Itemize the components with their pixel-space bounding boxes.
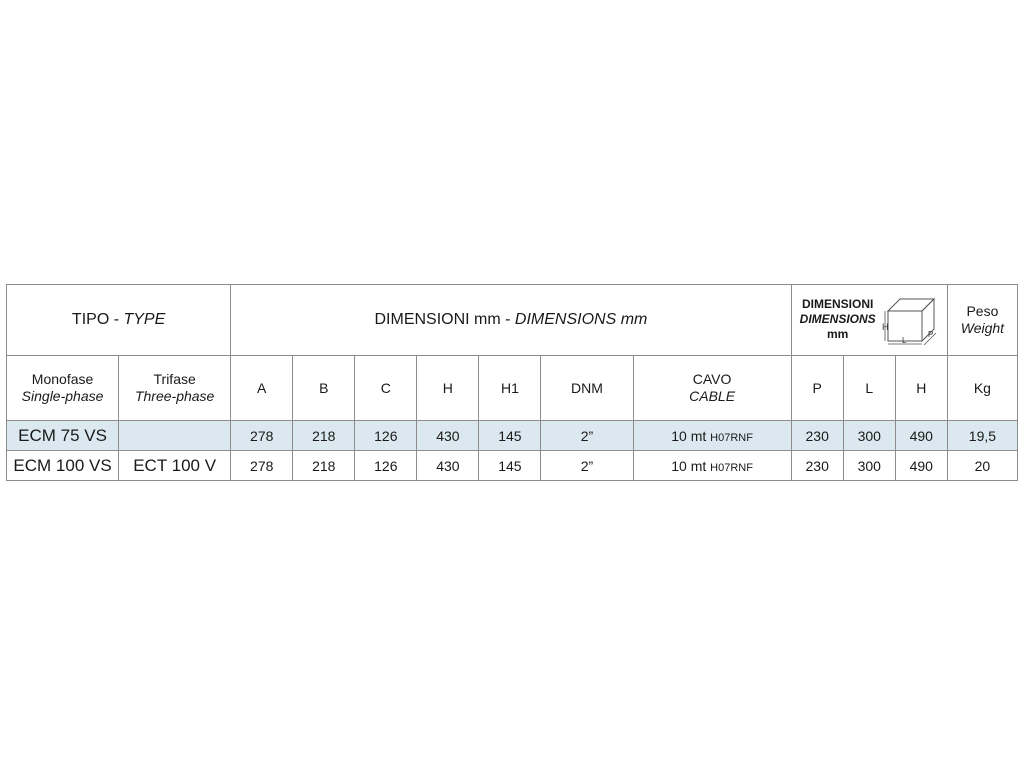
type-label: TYPE [123,311,166,328]
a-cell: 278 [231,451,293,481]
h1-cell: 145 [479,451,541,481]
b-cell: 218 [293,451,355,481]
c-cell: 126 [355,421,417,451]
col-kg-header: Kg [947,356,1017,421]
cable-cell [633,421,791,451]
dimensions-table [6,284,1018,481]
table-row [7,451,1018,481]
tipo-label: TIPO - [71,311,124,328]
mono-model-cell: ECM 100 VS [7,451,119,481]
trifase-header [119,356,231,421]
box-dim-line2: DIMENSIONS [799,312,876,326]
box-dimensions-header [791,285,947,356]
dnm-cell: 2” [541,421,633,451]
col-b-header: B [293,356,355,421]
monofase-label: Monofase [31,371,94,387]
box-dimensions-icon [882,293,944,349]
col-p-header: P [791,356,843,421]
mono-model-cell: ECM 75 VS [7,421,119,451]
p-cell: 230 [791,421,843,451]
cable-cell [633,451,791,481]
cable-type: H07RNF [710,461,753,474]
tri-model-cell [119,421,231,451]
kg-cell: 20 [947,451,1017,481]
a-cell: 278 [231,421,293,451]
col-a-header: A [231,356,293,421]
col-h1-header: H1 [479,356,541,421]
dimensions-label: DIMENSIONS mm [514,311,648,328]
box-icon-p-label: P [927,330,934,339]
col-hbox-header: H [895,356,947,421]
col-c-header: C [355,356,417,421]
col-dnm-header: DNM [541,356,633,421]
box-icon-l-label: L [901,336,907,345]
dimensioni-label: DIMENSIONI mm - [374,311,515,328]
hbox-cell: 490 [895,451,947,481]
dimensions-header [231,285,791,356]
cable-type: H07RNF [710,431,753,444]
box-dim-line1: DIMENSIONI [802,297,874,311]
trifase-label: Trifase [153,371,196,387]
box-dim-line3: mm [827,327,849,341]
h1-cell: 145 [479,421,541,451]
monofase-header [7,356,119,421]
b-cell: 218 [293,421,355,451]
l-cell: 300 [843,421,895,451]
weight-header [947,285,1017,356]
cable-length: 10 mt [671,427,707,444]
cable-label: CABLE [689,388,736,404]
col-l-header: L [843,356,895,421]
p-cell: 230 [791,451,843,481]
cavo-label: CAVO [692,371,732,387]
c-cell: 126 [355,451,417,481]
header-row [7,285,1018,356]
three-phase-label: Three-phase [134,388,215,404]
kg-cell: 19,5 [947,421,1017,451]
col-h-header: H [417,356,479,421]
col-cable-header [633,356,791,421]
type-header [7,285,231,356]
l-cell: 300 [843,451,895,481]
subheader-row [7,356,1018,421]
peso-label: Peso [966,303,999,319]
hbox-cell: 490 [895,421,947,451]
table-row [7,421,1018,451]
dnm-cell: 2” [541,451,633,481]
h-cell: 430 [417,451,479,481]
tri-model-cell: ECT 100 V [119,451,231,481]
single-phase-label: Single-phase [21,388,104,404]
weight-label: Weight [960,320,1005,336]
box-icon-h-label: H [881,322,889,332]
cable-length: 10 mt [671,457,707,474]
h-cell: 430 [417,421,479,451]
